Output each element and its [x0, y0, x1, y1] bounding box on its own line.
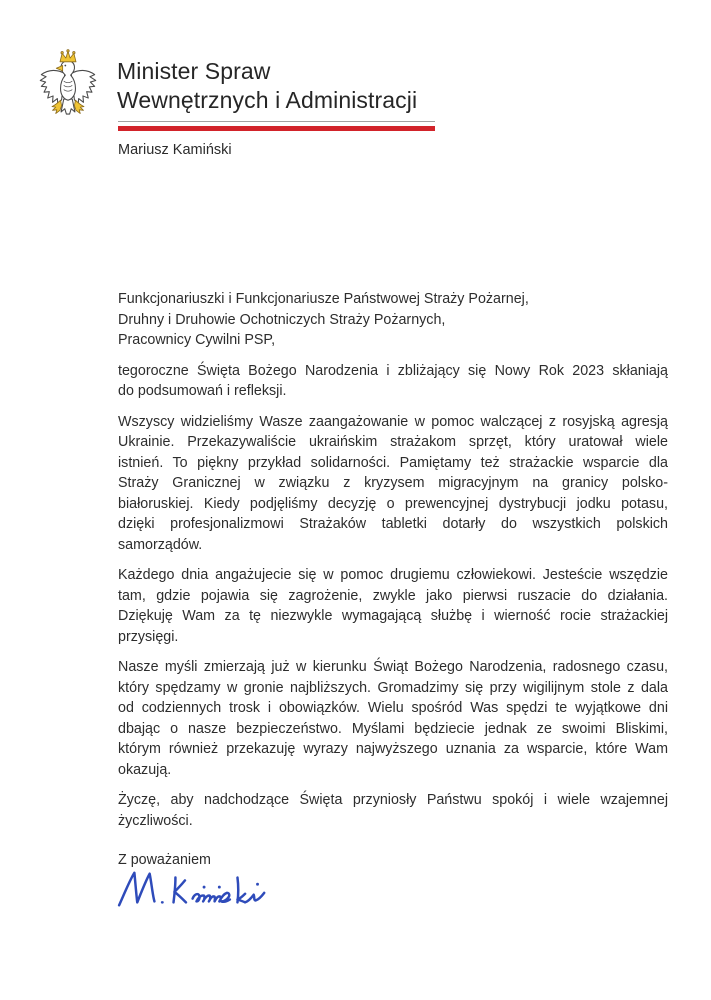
letter-line: Każdego dnia angażujecie się w pomoc drugiemu człowiekowi. Jesteście wszędzie — [118, 567, 668, 583]
letter-line: białoruskiej. Kiedy podjęliśmy decyzję o prewencyjnej dystrybucji jodku potasu, — [118, 495, 668, 512]
closing-salutation: Z poważaniem — [118, 852, 211, 868]
letter-paragraph-2 — [118, 412, 668, 556]
letter-paragraph-1 — [118, 361, 668, 402]
signature-i-dot-2 — [218, 886, 221, 889]
letter-line: życzliwości. — [118, 812, 193, 829]
letter-line: dzięki profesjonalizmowi Strażaków tabletki dotarły do wszystkich polskich — [118, 516, 668, 532]
letter-line: który spędzamy w gronie najbliższych. Gromadzimy się przy wigilijnym stole z dala — [118, 679, 668, 696]
signature-mid-squiggle — [193, 893, 230, 902]
letter-line: dbając o nasze bezpieczeństwo. Myślami będziecie jednak ze swoimi Bliskimi, — [118, 720, 668, 737]
letter-line: Nasze myśli zmierzają już w kierunku Świąt Bożego Narodzenia, radosnego czasu, — [118, 659, 668, 675]
ministry-title-line2: Wewnętrznych i Administracji — [117, 87, 418, 113]
letter-line: Wszyscy widzieliśmy Wasze zaangażowanie w pomoc walczącej z rosyjską agresją — [118, 413, 668, 430]
letter-line: okazują. — [118, 761, 172, 778]
letter-paragraph-5 — [118, 790, 668, 831]
letter-paragraph-4 — [118, 657, 668, 780]
letter-line: którym również przekazuję wyrazy najwyższego uznania za wsparcie, które Wam — [118, 741, 668, 757]
letter-line: Straży Granicznej w związku z kryzysem migracyjnym na granicy polsko- — [118, 475, 668, 491]
header-rule-thin — [118, 121, 435, 122]
ministry-title-line1: Minister Spraw — [117, 58, 271, 84]
letter-line: od codziennych trosk i obowiązków. Wielu spośród Was spędzi te wyjątkowe dni — [118, 700, 668, 716]
signature-initial-m — [119, 873, 154, 905]
letter-line: Funkcjonariuszki i Funkcjonariusze Państwowej Straży Pożarnej, — [118, 291, 529, 307]
letter-line: tam, gdzie pojawia się zagrożenie, zwykle jako pierwsi ruszacie do działania. — [118, 587, 668, 604]
letter-paragraph-3 — [118, 565, 668, 647]
eagle-beak — [56, 66, 62, 71]
letter-line: Dziękuję Wam za tę niezwykle wymagającą służbę i wierność rocie strażackiej — [118, 608, 668, 624]
letter-line: Pracownicy Cywilni PSP, — [118, 332, 276, 348]
signature-i-dot-3 — [256, 883, 259, 886]
letter-line: tegoroczne Święta Bożego Narodzenia i zbliżający się Nowy Rok 2023 skłaniają — [118, 362, 668, 379]
signature — [116, 868, 274, 910]
minister-name: Mariusz Kamiński — [118, 142, 232, 158]
letter-line: do podsumowań i refleksji. — [118, 383, 287, 399]
polish-eagle-emblem — [36, 49, 100, 129]
letter-body — [118, 289, 668, 841]
letter-line: Życzę, aby nadchodzące Święta przyniosły Państwu spokój i wiele wzajemnej — [118, 792, 668, 808]
letter-line: samorządów. — [118, 536, 203, 553]
letter-line: Druhny i Druhowie Ochotniczych Straży Pożarnych, — [118, 311, 446, 328]
letter-paragraph-salutation — [118, 289, 668, 351]
header-rule-red — [118, 126, 435, 131]
eagle-eye — [64, 65, 66, 67]
signature-ending — [237, 893, 264, 903]
letter-line: istnień. To piękny przykład solidarności. Pamiętamy też strażackie wsparcie dla — [118, 454, 668, 471]
eagle-tail — [61, 99, 75, 114]
letter-line: przysięgi. — [118, 628, 179, 645]
signature-i-dot-1 — [203, 886, 206, 889]
letter-line: Ukrainie. Przekazywaliście ukraińskim strażakom sprzęt, który uratował wiele — [118, 434, 668, 450]
ministry-title — [117, 57, 417, 115]
